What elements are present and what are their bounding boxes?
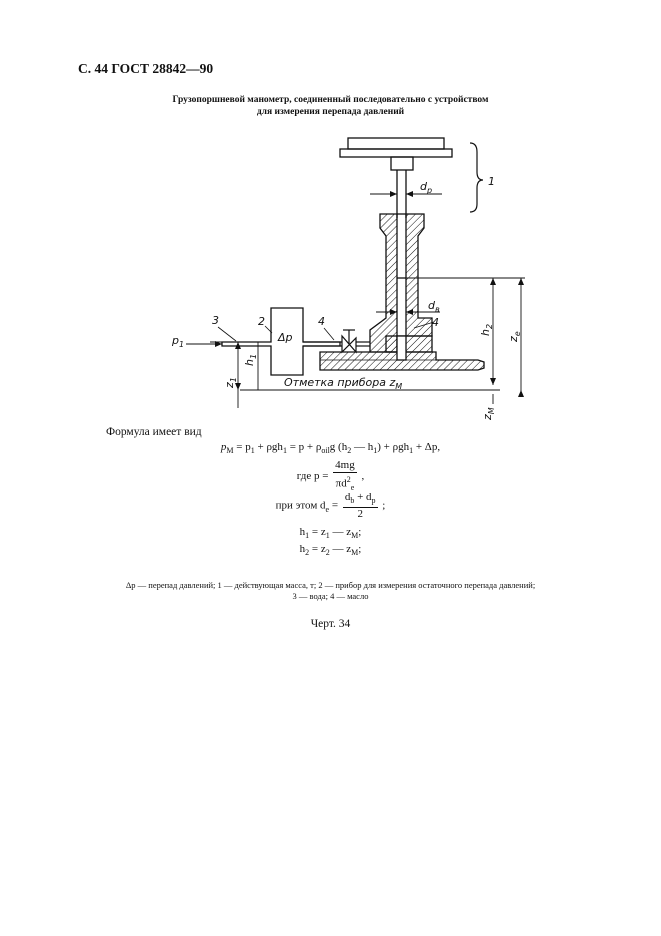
formula-h1: $h_1 = z_1$ — $z_M$; bbox=[299, 526, 362, 541]
formula-de: при этом $d_e$ = $\frac{d_b + d_p}{2}$ ; bbox=[275, 491, 386, 521]
formula-h2: $h_2 = z_2$ — $z_M$; bbox=[299, 543, 362, 558]
label-4-left: 4 bbox=[318, 315, 325, 328]
label-z1: $z_1$ bbox=[223, 377, 238, 388]
formula-intro: Формула имеет вид bbox=[106, 426, 202, 438]
label-instrument-mark: Отметка прибора $z_M$ bbox=[284, 376, 403, 391]
label-db: $d_в$ bbox=[428, 299, 440, 314]
weight-brace bbox=[470, 143, 483, 212]
formula-p: где p = $\frac{4mg}{\pi d^2_e}$ , bbox=[296, 459, 365, 492]
label-h1: $h_1$ bbox=[243, 353, 258, 366]
legend-line-2: 3 — вода; 4 — масло bbox=[292, 591, 369, 601]
page-header: С. 44 ГОСТ 28842—90 bbox=[78, 61, 214, 76]
label-2: 2 bbox=[258, 315, 265, 328]
label-ze: $z_e$ bbox=[507, 331, 522, 342]
formula-main: $p_M = p_1 + \rho gh_1 = p + \rho_{oil}g$ ($h_2$ — $h_1) + \rho gh_1 + \Delta p$, bbox=[220, 441, 441, 456]
label-1: 1 bbox=[488, 175, 495, 188]
label-3: 3 bbox=[212, 314, 219, 327]
piston-cylinder bbox=[370, 214, 432, 352]
reference-lines bbox=[210, 278, 525, 390]
label-4-top: 4 bbox=[432, 316, 439, 329]
technical-drawing bbox=[0, 0, 661, 420]
legend-line-1: Δp — перепад давлений; 1 — действующая масса, т; 2 — прибор для измерения остаточного перепада давлений; bbox=[125, 580, 536, 590]
dead-weight bbox=[340, 138, 452, 218]
label-delta-p: Δp bbox=[278, 331, 293, 344]
label-zm: $z_M$ bbox=[481, 407, 496, 420]
figure-number: Черт. 34 bbox=[310, 618, 351, 630]
label-p1: $p_1$ bbox=[172, 334, 185, 349]
label-dp: $d_p$ bbox=[420, 180, 433, 195]
h1-z1-dimensions bbox=[238, 342, 258, 408]
caption-line-2: для измерения перепада давлений bbox=[256, 107, 405, 117]
label-h2: $h_2$ bbox=[479, 323, 494, 336]
caption-line-1: Грузопоршневой манометр, соединенный последовательно с устройством bbox=[172, 95, 489, 105]
connecting-pipe bbox=[303, 330, 370, 352]
